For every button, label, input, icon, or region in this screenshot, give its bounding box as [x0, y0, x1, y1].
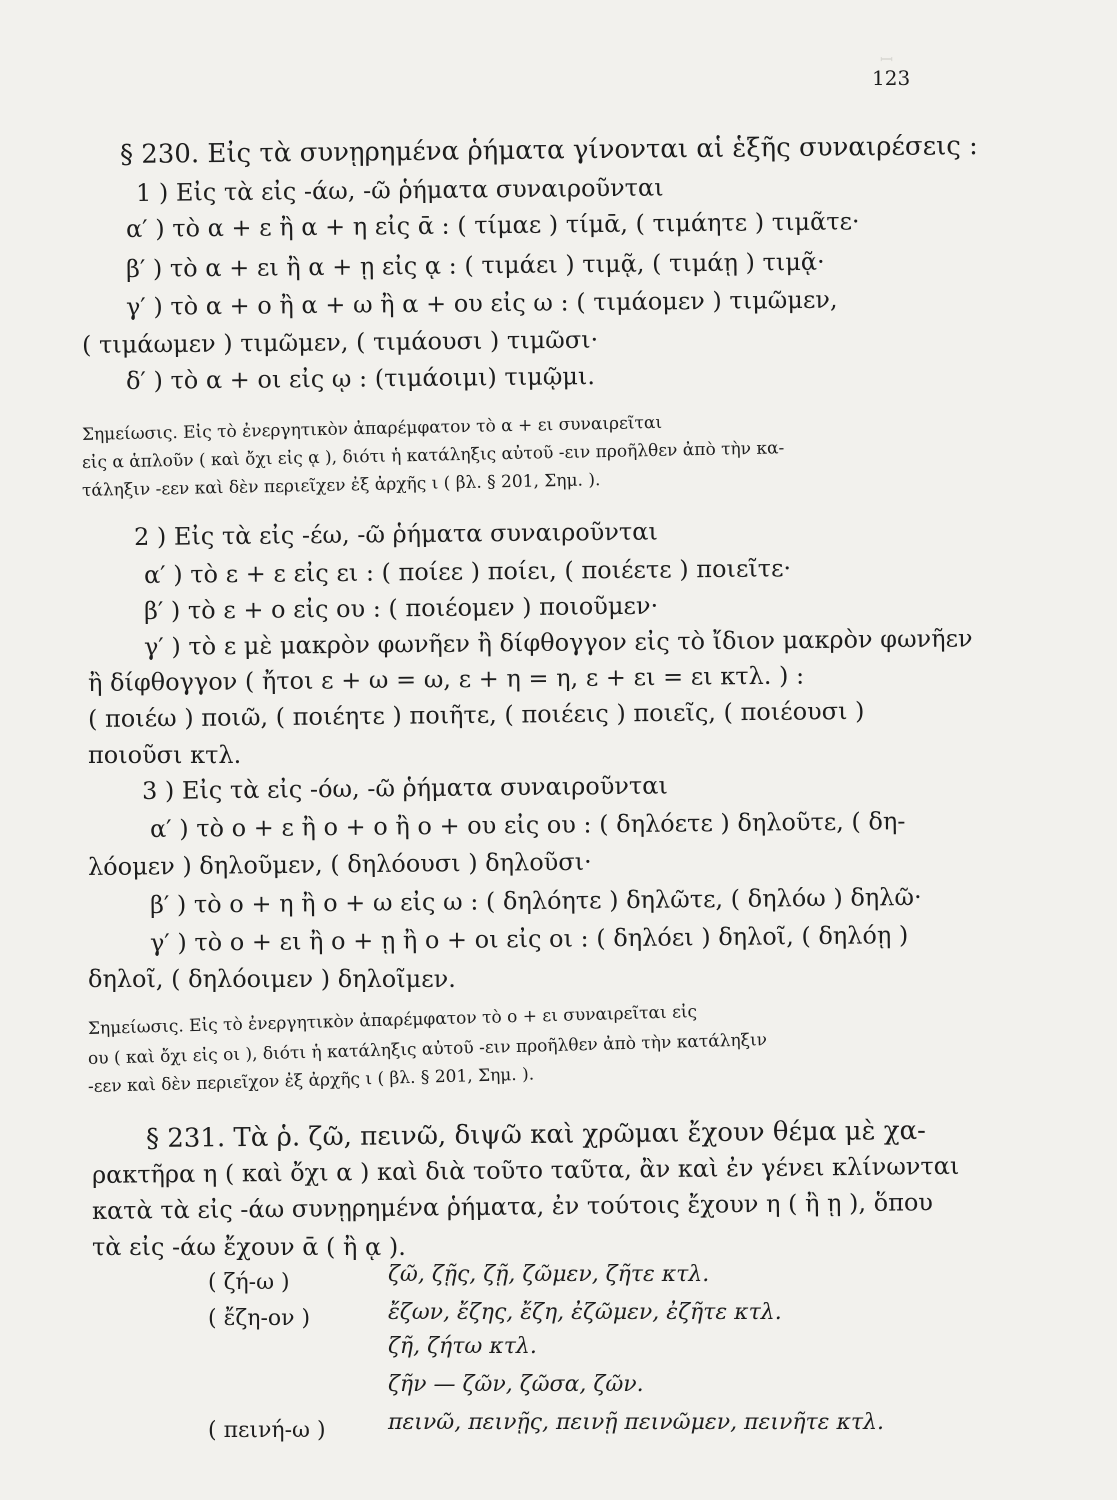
paradigm-stem: ( ζή-ω ) [208, 1270, 290, 1295]
bleed-through: ꟷ [880, 50, 894, 69]
paradigm-forms: ζῆν — ζῶν, ζῶσα, ζῶν. [388, 1372, 644, 1397]
rule-1b: β′ ) τὸ α + ει ἢ α + ῃ εἰς ᾳ : ( τιμάει ) τιμᾷ, ( τιμάῃ ) τιμᾷ· [125, 247, 825, 283]
rule-3a-cont: λόομεν ) δηλοῦμεν, ( δηλόουσι ) δηλοῦσι· [87, 847, 592, 881]
rule-2c-cont-1: ἢ δίφθογγον ( ἤτοι ε + ω = ω, ε + η = η, ε + ει = ει κτλ. ) : [87, 661, 805, 697]
section-230-heading: § 230. Εἰς τὰ συνῃρημένα ῥήματα γίνονται αἱ ἑξῆς συναιρέσεις : [119, 131, 979, 170]
note-2-line-1: Σημείωσις. Εἰς τὸ ἐνεργητικὸν ἀπαρέμφατον τὸ ο + ει συναιρεῖται εἰς [87, 1001, 698, 1039]
rule-1d: δ′ ) τὸ α + οι εἰς ῳ : (τιμάοιμι) τιμῷμι. [125, 362, 596, 395]
paradigm-stem: ( πεινή-ω ) [208, 1418, 326, 1443]
paradigm-forms: ζῆ, ζήτω κτλ. [388, 1334, 537, 1359]
rule-1-heading: 1 ) Εἰς τὰ εἰς -άω, -ῶ ῥήματα συναιροῦνται [135, 173, 664, 207]
rule-3a: α′ ) τὸ ο + ε ἢ ο + ο ἢ ο + ου εἰς ου : ( δηλόετε ) δηλοῦτε, ( δη- [149, 807, 906, 843]
note-1-line-1: Σημείωσις. Εἰς τὸ ἐνεργητικὸν ἀπαρέμφατον τὸ α + ει συναιρεῖται [81, 412, 663, 445]
rule-2a: α′ ) τὸ ε + ε εἰς ει : ( ποίεε ) ποίει, ( ποιέετε ) ποιεῖτε· [143, 554, 792, 589]
paradigm-stem: ( ἔζη-ον ) [208, 1306, 311, 1331]
rule-2-heading: 2 ) Εἰς τὰ εἰς -έω, -ῶ ῥήματα συναιροῦνται [133, 517, 658, 551]
rule-2c: γ′ ) τὸ ε μὲ μακρὸν φωνῆεν ἢ δίφθογγον εἰς τὸ ἴδιον μακρὸν φωνῆεν [143, 624, 973, 661]
rule-2b: β′ ) τὸ ε + ο εἰς ου : ( ποιέομεν ) ποιοῦμεν· [143, 591, 659, 625]
paradigm-forms: ζῶ, ζῇς, ζῇ, ζῶμεν, ζῆτε κτλ. [388, 1262, 710, 1287]
note-2-line-3: -εεν καὶ δὲν περιεῖχον ἐξ ἀρχῆς ι ( βλ. § 201, Σημ. ). [87, 1064, 535, 1097]
rule-1c: γ′ ) τὸ α + ο ἢ α + ω ἢ α + ου εἰς ω : ( τιμάομεν ) τιμῶμεν, [125, 285, 838, 321]
page-number: 123 [872, 66, 911, 90]
rule-3c-cont: δηλοῖ, ( δηλόοιμεν ) δηλοῖμεν. [88, 965, 456, 993]
rule-3c: γ′ ) τὸ ο + ει ἢ ο + ῃ ἢ ο + οι εἰς οι : ( δηλόει ) δηλοῖ, ( δηλόῃ ) [149, 921, 909, 957]
paradigm-forms: ἔζων, ἔζης, ἔζη, ἐζῶμεν, ἐζῆτε κτλ. [388, 1300, 782, 1325]
rule-2c-cont-2: ( ποιέω ) ποιῶ, ( ποιέητε ) ποιῆτε, ( ποιέεις ) ποιεῖς, ( ποιέουσι ) [87, 696, 865, 733]
note-1-line-2: εἰς α ἁπλοῦν ( καὶ ὄχι εἰς ᾳ ), διότι ἡ κατάληξις αὐτοῦ -ειν προῆλθεν ἀπὸ τὴν κα- [81, 438, 785, 473]
rule-2c-cont-3: ποιοῦσι κτλ. [88, 741, 242, 769]
section-231-heading: § 231. Τὰ ῥ. ζῶ, πεινῶ, διψῶ καὶ χρῶμαι ἔχουν θέμα μὲ χα- [145, 1115, 927, 1154]
section-231-line-4: τὰ εἰς -άω ἔχουν ᾱ ( ἢ ᾳ ). [92, 1233, 406, 1261]
paradigm-forms: πεινῶ, πεινῇς, πεινῇ πεινῶμεν, πεινῆτε κτλ. [388, 1410, 884, 1435]
rule-3b: β′ ) τὸ ο + η ἢ ο + ω εἰς ω : ( δηλόητε ) δηλῶτε, ( δηλόω ) δηλῶ· [149, 882, 922, 919]
rule-1a: α′ ) τὸ α + ε ἢ α + η εἰς ᾱ : ( τίμαε ) τίμᾱ, ( τιμάητε ) τιμᾶτε· [125, 207, 860, 243]
rule-1c-cont: ( τιμάωμεν ) τιμῶμεν, ( τιμάουσι ) τιμῶσι· [81, 325, 599, 359]
section-231-line-2: ρακτῆρα η ( καὶ ὄχι α ) καὶ διὰ τοῦτο ταῦτα, ἂν καὶ ἐν γένει κλίνωνται [91, 1151, 960, 1189]
note-1-line-3: τάληξιν -εεν καὶ δὲν περιεῖχεν ἐξ ἀρχῆς ι ( βλ. § 201, Σημ. ). [81, 470, 601, 501]
section-231-line-3: κατὰ τὰ εἰς -άω συνῃρημένα ῥήματα, ἐν τούτοις ἔχουν η ( ἢ ῃ ), ὅπου [91, 1188, 934, 1225]
note-2-line-2: ου ( καὶ ὄχι εἰς οι ), διότι ἡ κατάληξις αὐτοῦ -ειν προῆλθεν ἀπὸ τὴν κατάληξιν [87, 1030, 768, 1069]
rule-3-heading: 3 ) Εἰς τὰ εἰς -όω, -ῶ ῥήματα συναιροῦνται [141, 771, 668, 805]
